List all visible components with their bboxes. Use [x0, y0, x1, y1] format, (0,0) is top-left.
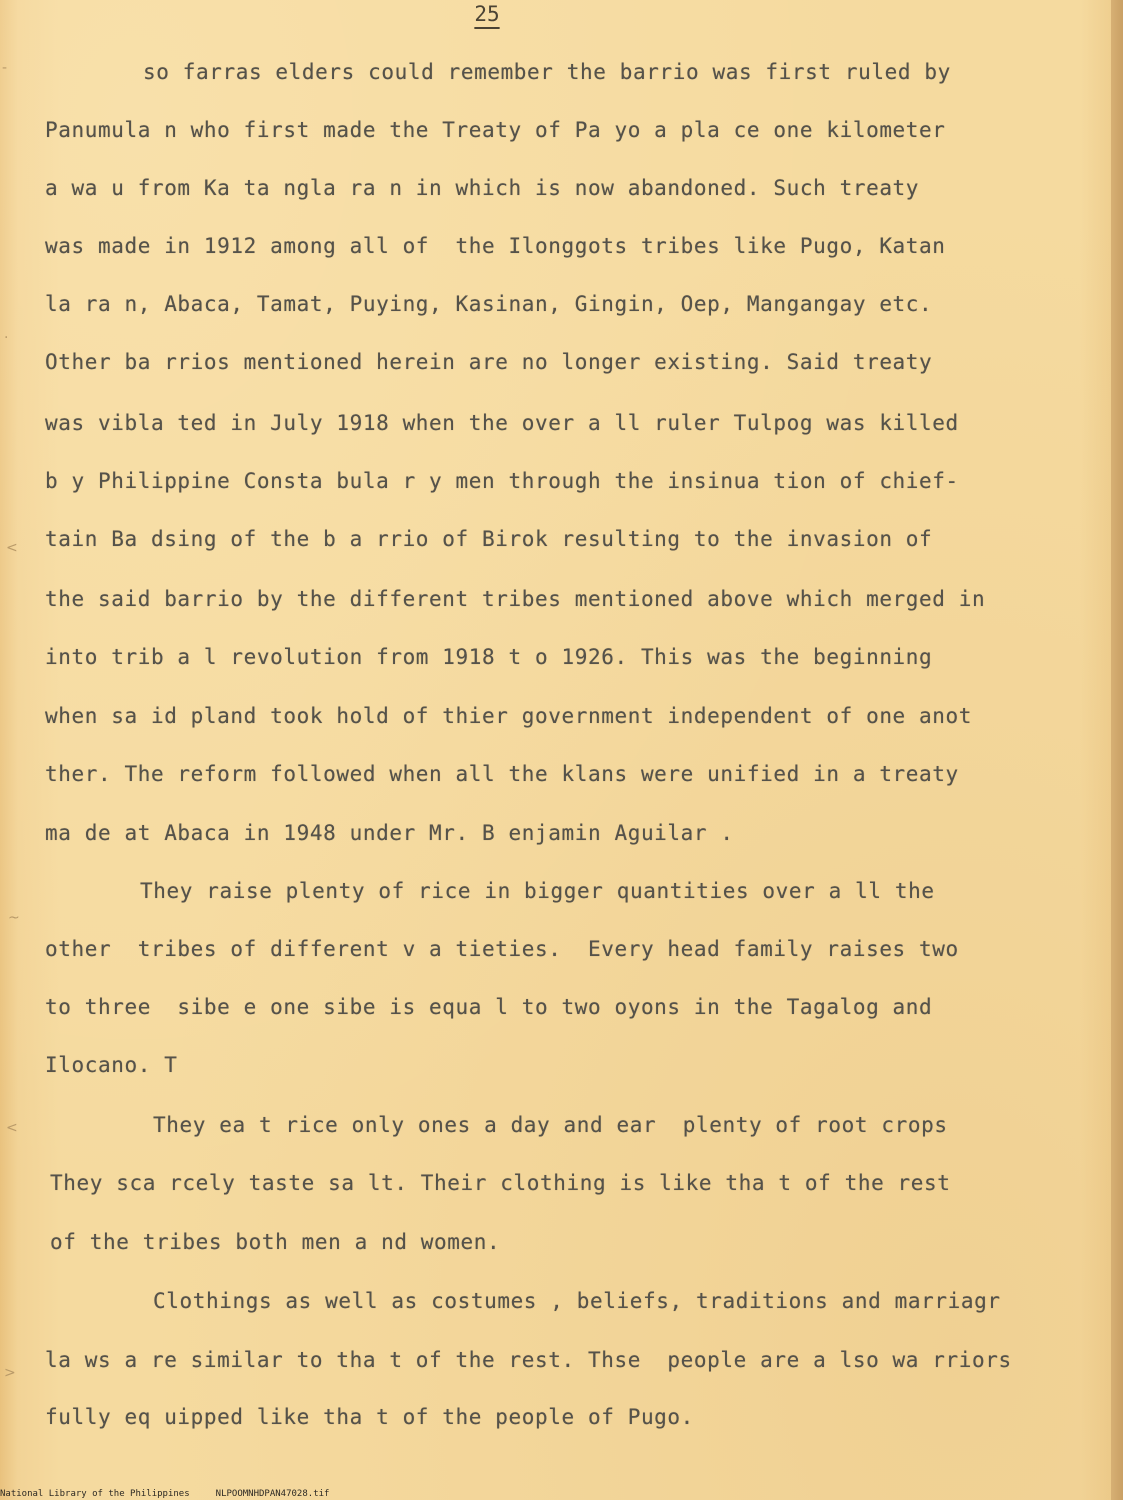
text-line: Ilocano. T	[45, 1053, 178, 1077]
margin-mark: ~	[8, 910, 20, 926]
text-line: fully eq uipped like tha t of the people of Pugo.	[45, 1405, 694, 1429]
text-line: They sca rcely taste sa lt. Their clothing is like tha t of the rest	[50, 1171, 951, 1195]
text-line: They ea t rice only ones a day and ear plenty of root crops	[153, 1113, 948, 1137]
scan-footer	[0, 1489, 329, 1499]
text-line: b y Philippine Consta bula r y men through the insinua tion of chief-	[45, 469, 959, 493]
text-line: to three sibe e one sibe is equa l to two oyons in the Tagalog and	[45, 995, 933, 1019]
text-line: when sa id pland took hold of thier government independent of one anot	[45, 704, 973, 728]
text-line: la ra n, Abaca, Tamat, Puying, Kasinan, Gingin, Oep, Mangangay etc.	[45, 292, 933, 316]
margin-mark: <	[6, 540, 18, 556]
margin-mark: -	[2, 60, 8, 76]
margin-mark: ·	[4, 330, 9, 346]
text-line: the said barrio by the different tribes mentioned above which merged in	[45, 587, 986, 611]
text-line: of the tribes both men a nd women.	[50, 1230, 501, 1254]
text-line: a wa u from Ka ta ngla ra n in which is now abandoned. Such treaty	[45, 176, 920, 200]
margin-mark: <	[6, 1120, 18, 1136]
text-line: was made in 1912 among all of the Ilonggots tribes like Pugo, Katan	[45, 234, 946, 258]
page-number: 25	[474, 2, 500, 26]
text-line: into trib a l revolution from 1918 t o 1926. This was the beginning	[45, 645, 933, 669]
text-line: ther. The reform followed when all the klans were unified in a treaty	[45, 762, 959, 786]
text-line: Panumula n who first made the Treaty of Pa yo a pla ce one kilometer	[45, 118, 946, 142]
text-line: Clothings as well as costumes , beliefs, traditions and marriagr	[153, 1289, 1001, 1313]
scan-edge	[1111, 0, 1123, 1500]
text-line: la ws a re similar to tha t of the rest. Thse people are a lso wa rriors	[45, 1348, 1012, 1372]
text-line: They raise plenty of rice in bigger quantities over a ll the	[140, 879, 935, 903]
text-line: tain Ba dsing of the b a rrio of Birok resulting to the invasion of	[45, 527, 933, 551]
text-line: ma de at Abaca in 1948 under Mr. B enjamin Aguilar .	[45, 821, 734, 845]
text-line: other tribes of different v a tieties. Every head family raises two	[45, 937, 959, 961]
library-name: National Library of the Philippines	[0, 1489, 190, 1499]
margin-mark: >	[4, 1365, 16, 1381]
text-line: so farras elders could remember the barrio was first ruled by	[143, 60, 951, 84]
text-line: Other ba rrios mentioned herein are no longer existing. Said treaty	[45, 350, 933, 374]
text-line: was vibla ted in July 1918 when the over a ll ruler Tulpog was killed	[45, 411, 959, 435]
file-name: NLPOOMNHDPAN47028.tif	[215, 1489, 330, 1499]
